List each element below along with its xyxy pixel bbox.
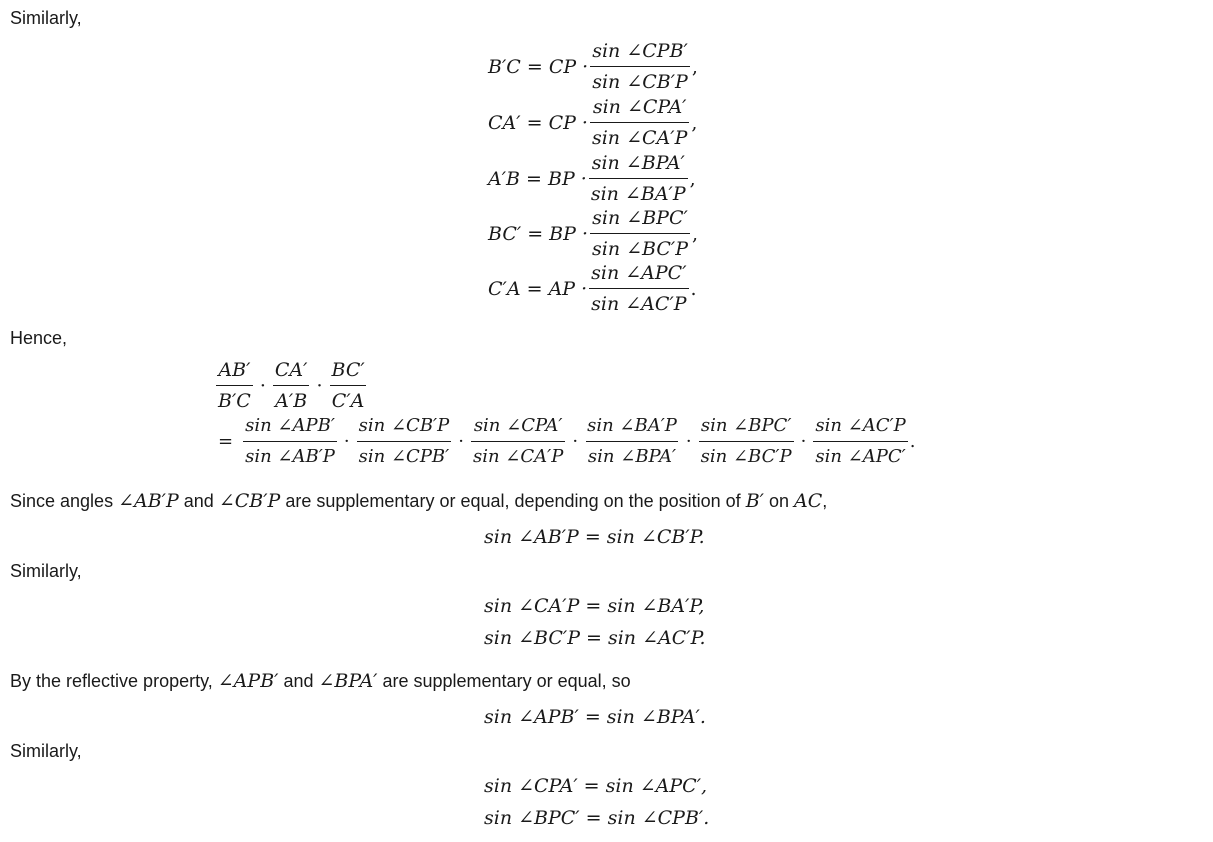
equals-sign: = [218, 431, 234, 452]
punctuation: , [691, 111, 698, 134]
text-similarly-1: Similarly, [10, 8, 82, 28]
text-run: and [178, 491, 219, 511]
equation-row: sin ∠CPA′ = sin ∠APC′, [484, 775, 708, 797]
math-inline: ∠CB′P [218, 490, 281, 512]
text-similarly-2: Similarly, [10, 561, 82, 581]
fraction [699, 413, 794, 470]
fraction-numerator: BC′ [331, 359, 365, 381]
equation-row: sin ∠CA′P = sin ∠BA′P, [484, 595, 705, 617]
multiply-dot: · [316, 374, 323, 397]
fraction-denominator: sin ∠BA′P [589, 178, 688, 207]
equation-lhs: B′C = CP · [488, 55, 589, 78]
fraction-numerator: sin ∠CB′P [358, 415, 450, 436]
multiply-dot: · [572, 431, 579, 452]
fraction [330, 357, 367, 414]
fraction [589, 150, 688, 207]
text-similarly-3: Similarly, [10, 741, 82, 761]
equation-row [488, 205, 698, 262]
fraction-denominator: A′B [273, 385, 309, 414]
multiply-dot: · [343, 431, 350, 452]
fraction-denominator: B′C [216, 385, 253, 414]
punctuation: . [690, 277, 697, 300]
text-run: are supplementary or equal, depending on the position of [280, 491, 746, 511]
text-hence: Hence, [10, 328, 68, 348]
ratio-product [214, 357, 369, 414]
fraction-denominator: C′A [330, 385, 367, 414]
multiply-dot: · [800, 431, 807, 452]
text-since-angles [10, 490, 827, 512]
fraction-numerator: sin ∠BPC′ [700, 415, 792, 436]
text-reflective-property [10, 670, 631, 692]
math-inline: ∠AB′P [118, 490, 179, 512]
fraction-numerator: CA′ [274, 359, 308, 381]
fraction-numerator: sin ∠APB′ [245, 415, 335, 436]
equation-lhs: C′A = AP · [488, 277, 588, 300]
fraction-denominator: sin ∠BC′P [699, 441, 794, 470]
fraction-numerator: sin ∠AC′P [815, 415, 906, 436]
fraction-denominator: sin ∠APC′ [813, 441, 907, 470]
punctuation: . [909, 431, 916, 452]
equation-row [488, 260, 697, 317]
math-inline: ∠APB′ [217, 670, 279, 692]
equation-row [488, 150, 696, 207]
text-run: and [278, 671, 319, 691]
fraction-denominator: sin ∠CA′P [590, 122, 689, 151]
fraction [589, 260, 688, 317]
punctuation: , [691, 222, 699, 245]
fraction [590, 205, 690, 262]
equation-lhs: CA′ = CP · [488, 111, 588, 134]
equation-row [488, 38, 698, 95]
punctuation: , [689, 167, 696, 190]
fraction [813, 413, 907, 470]
fraction-denominator: sin ∠BC′P [590, 233, 690, 262]
fraction-numerator: AB′ [218, 359, 251, 381]
equation-lhs: BC′ = BP · [488, 222, 588, 245]
multiply-dot: · [259, 374, 266, 397]
fraction-numerator: sin ∠BPC′ [592, 207, 688, 229]
text-run: Since angles [10, 491, 119, 511]
fraction-numerator: sin ∠APC′ [591, 262, 687, 284]
math-inline: AC [794, 490, 823, 512]
text-run: , [822, 491, 828, 511]
fraction [243, 413, 337, 470]
text-run: are supplementary or equal, so [377, 671, 631, 691]
punctuation: , [691, 55, 698, 78]
fraction [585, 413, 679, 470]
fraction-numerator: sin ∠BPA′ [591, 152, 685, 174]
fraction-numerator: sin ∠CPA′ [473, 415, 563, 436]
fraction [471, 413, 565, 470]
sine-ratio-product [214, 413, 915, 470]
fraction-denominator: sin ∠AC′P [589, 288, 688, 317]
fraction [216, 357, 253, 414]
equation-since: sin ∠AB′P = sin ∠CB′P. [484, 526, 705, 548]
fraction-denominator: sin ∠CA′P [471, 441, 565, 470]
equation-row [488, 94, 697, 151]
fraction-denominator: sin ∠CB′P [590, 66, 690, 95]
multiply-dot: · [458, 431, 464, 452]
fraction-numerator: sin ∠CPB′ [592, 40, 688, 62]
fraction [590, 38, 690, 95]
fraction [357, 413, 452, 470]
multiply-dot: · [685, 431, 692, 452]
text-run: on [763, 491, 794, 511]
equation-reflect: sin ∠APB′ = sin ∠BPA′. [484, 706, 706, 728]
fraction-numerator: sin ∠CPA′ [592, 96, 687, 118]
math-inline: B′ [745, 490, 764, 512]
equation-row: sin ∠BC′P = sin ∠AC′P. [484, 627, 706, 649]
fraction [590, 94, 689, 151]
fraction-denominator: sin ∠CPB′ [357, 441, 452, 470]
equation-lhs: A′B = BP · [488, 167, 587, 190]
fraction-numerator: sin ∠BA′P [587, 415, 677, 436]
math-inline: ∠BPA′ [318, 670, 378, 692]
equation-row: sin ∠BPC′ = sin ∠CPB′. [484, 807, 710, 829]
fraction-denominator: sin ∠BPA′ [586, 441, 678, 470]
text-run: By the reflective property, [10, 671, 218, 691]
fraction [273, 357, 310, 414]
fraction-denominator: sin ∠AB′P [243, 441, 337, 470]
